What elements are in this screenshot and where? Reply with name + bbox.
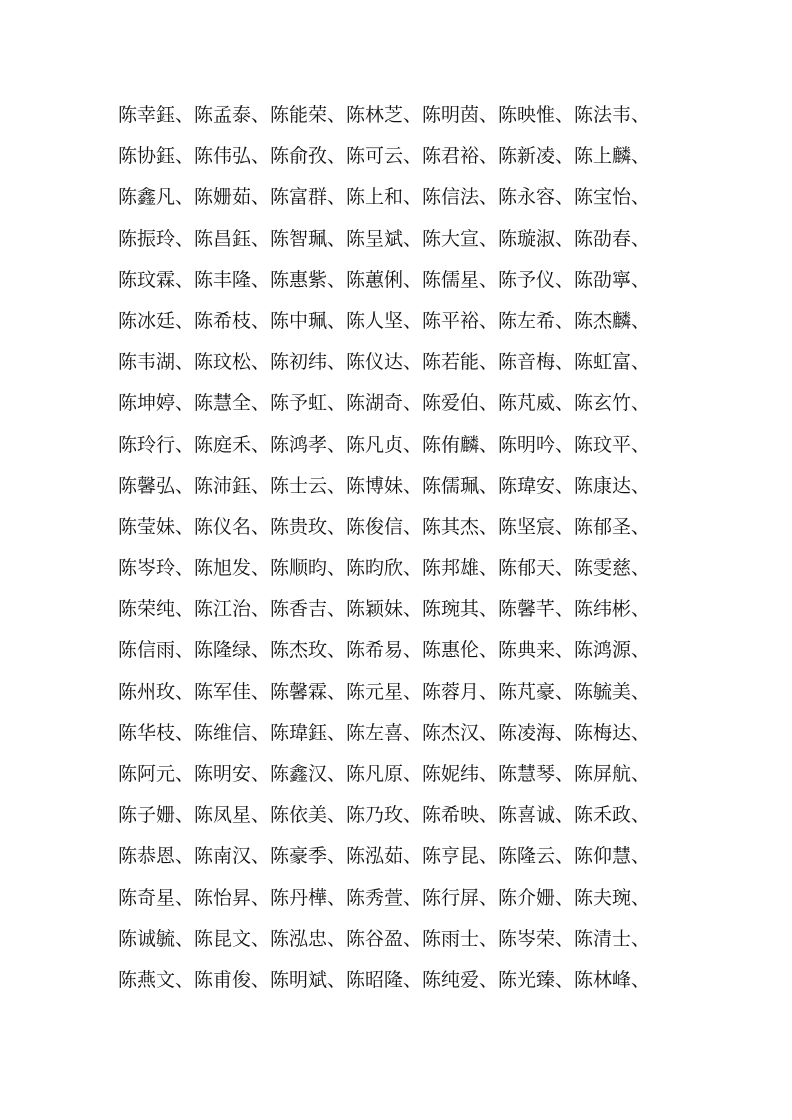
name-line: 陈坤婷、陈慧全、陈予虹、陈湖奇、陈爱伯、陈芃威、陈玄竹、 bbox=[118, 392, 651, 415]
name-line: 陈荣纯、陈江治、陈香吉、陈颖妹、陈琬其、陈馨芊、陈纬彬、 bbox=[118, 598, 651, 621]
name-line: 陈冰廷、陈希枝、陈中珮、陈人坚、陈平裕、陈左希、陈杰麟、 bbox=[118, 309, 651, 332]
name-line: 陈恭恩、陈南汉、陈豪季、陈泓茹、陈亨昆、陈隆云、陈仰慧、 bbox=[118, 845, 651, 868]
name-line: 陈莹妹、陈仪名、陈贵玫、陈俊信、陈其杰、陈坚宸、陈郁圣、 bbox=[118, 515, 651, 538]
name-line: 陈玟霖、陈丰隆、陈惠紫、陈蕙俐、陈儒星、陈予仪、陈劭寧、 bbox=[118, 268, 651, 291]
name-line: 陈奇星、陈怡昇、陈丹樺、陈秀萱、陈行屏、陈介姗、陈夫琬、 bbox=[118, 886, 651, 909]
name-line: 陈诚毓、陈昆文、陈泓忠、陈谷盈、陈雨士、陈岑荣、陈清士、 bbox=[118, 927, 651, 950]
name-line: 陈岑玲、陈旭发、陈顺昀、陈昀欣、陈邦雄、陈郁天、陈雯慈、 bbox=[118, 557, 651, 580]
name-line: 陈燕文、陈甫俊、陈明斌、陈昭隆、陈纯爱、陈光臻、陈林峰、 bbox=[118, 968, 651, 991]
name-line: 陈玲行、陈庭禾、陈鸿孝、陈凡贞、陈侑麟、陈明吟、陈玟平、 bbox=[118, 433, 651, 456]
name-line: 陈华枝、陈维信、陈瑋鈺、陈左喜、陈杰汉、陈凌海、陈梅达、 bbox=[118, 721, 651, 744]
name-line: 陈阿元、陈明安、陈鑫汉、陈凡原、陈妮纬、陈慧琴、陈屏航、 bbox=[118, 763, 651, 785]
name-line: 陈馨弘、陈沛鈺、陈士云、陈博妹、陈儒珮、陈瑋安、陈康达、 bbox=[118, 474, 651, 497]
name-line: 陈鑫凡、陈姗茹、陈富群、陈上和、陈信法、陈永容、陈宝怡、 bbox=[118, 186, 651, 209]
name-line: 陈协鈺、陈伟弘、陈俞孜、陈可云、陈君裕、陈新凌、陈上麟、 bbox=[118, 145, 651, 168]
name-line: 陈信雨、陈隆绿、陈杰玫、陈希易、陈惠伦、陈典来、陈鸿源、 bbox=[118, 639, 651, 662]
name-line: 陈振玲、陈昌鈺、陈智珮、陈呈斌、陈大宣、陈璇淑、陈劭春、 bbox=[118, 227, 651, 250]
name-line: 陈幸鈺、陈孟泰、陈能荣、陈林芝、陈明茵、陈映惟、陈法韦、 bbox=[118, 104, 651, 126]
name-line: 陈子姗、陈凤星、陈依美、陈乃玫、陈希映、陈喜诚、陈禾政、 bbox=[118, 804, 651, 827]
name-list bbox=[118, 95, 708, 1001]
name-line: 陈州玫、陈军佳、陈馨霖、陈元星、陈蓉月、陈芃豪、陈毓美、 bbox=[118, 680, 651, 703]
name-line: 陈韦湖、陈玟松、陈初纬、陈仪达、陈若能、陈音梅、陈虹富、 bbox=[118, 351, 651, 374]
